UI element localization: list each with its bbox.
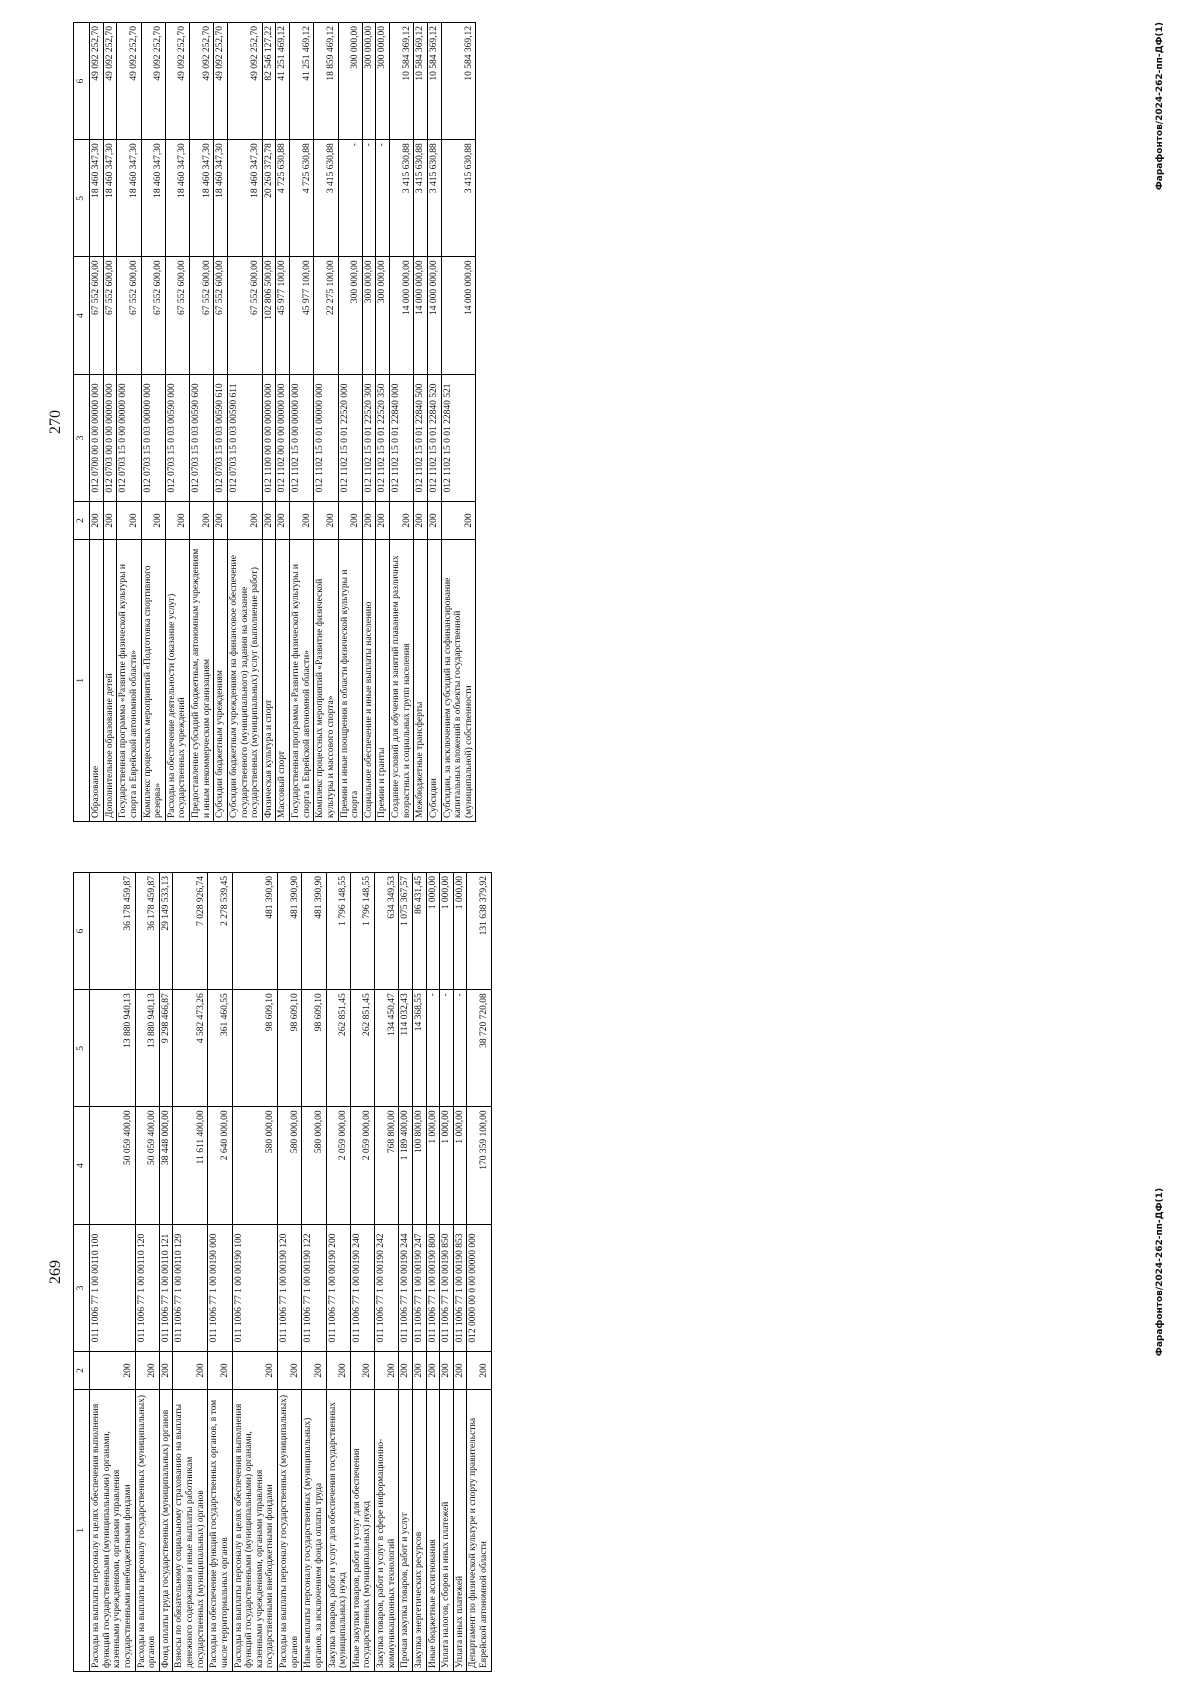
table-row xyxy=(362,23,376,822)
table-row xyxy=(350,873,374,1672)
ved-code-cell: 200 xyxy=(426,1352,440,1389)
table-row xyxy=(326,873,350,1672)
row-name-cell: Расходы на обеспечение деятельности (оказание услуг) государственных учреждений xyxy=(165,539,189,821)
row-name-cell: Расходы на выплаты персоналу государственных (муниципальных) органов xyxy=(278,1389,302,1671)
ved-code-cell: 200 xyxy=(412,1352,426,1389)
executed-amount-cell: 4 582 473,26 xyxy=(173,990,208,1107)
classification-code-cell: 012 0703 15 0 03 00590 611 xyxy=(227,374,262,502)
column-header: 1 xyxy=(74,1389,90,1671)
executed-amount-cell: 18 460 347,30 xyxy=(214,140,228,257)
classification-code-cell: 012 1102 15 0 01 22840 000 xyxy=(390,374,414,502)
executed-amount-cell: 262 851,45 xyxy=(350,990,374,1107)
executed-amount-cell: 13 880 940,13 xyxy=(90,990,136,1107)
remaining-amount-cell: 1 000,00 xyxy=(440,873,454,990)
classification-code-cell: 012 1102 15 0 01 22840 520 xyxy=(427,374,441,502)
executed-amount-cell: 18 460 347,30 xyxy=(103,140,117,257)
classification-code-cell: 011 1006 77 1 00 00190 200 xyxy=(326,1224,350,1352)
plan-amount-cell: 11 611 400,00 xyxy=(173,1107,208,1224)
header-row xyxy=(74,873,90,1672)
remaining-amount-cell: 49 092 252,70 xyxy=(165,23,189,140)
row-name-cell: Дополнительное образование детей xyxy=(103,539,117,821)
row-name-cell: Фонд оплаты труда государственных (муниципальных) органов xyxy=(159,1389,173,1671)
row-name-cell: Социальное обеспечение и иные выплаты населению xyxy=(362,539,376,821)
page-number: 270 xyxy=(47,410,64,434)
ved-code-cell: 200 xyxy=(326,1352,350,1389)
table-row xyxy=(173,873,208,1672)
ved-code-cell: 200 xyxy=(362,502,376,539)
plan-amount-cell: 45 977 100,00 xyxy=(290,257,314,374)
classification-code-cell: 012 0700 00 0 00 00000 000 xyxy=(90,374,104,502)
remaining-amount-cell: 2 278 539,45 xyxy=(208,873,232,990)
row-name-cell: Предоставление субсидий бюджетным, автономным учреждениям и иным некоммерческим организациям xyxy=(190,539,214,821)
plan-amount-cell: 102 806 500,00 xyxy=(262,257,276,374)
row-name-cell: Субсидии xyxy=(427,539,441,821)
plan-amount-cell: 45 977 100,00 xyxy=(276,257,290,374)
row-name-cell: Комплекс процессных мероприятий «Развитие физической культуры и массового спорта» xyxy=(314,539,338,821)
remaining-amount-cell: 49 092 252,70 xyxy=(141,23,165,140)
executed-amount-cell: 4 725 630,88 xyxy=(290,140,314,257)
executed-amount-cell: 9 298 466,87 xyxy=(159,990,173,1107)
classification-code-cell: 012 0703 15 0 03 00590 600 xyxy=(190,374,214,502)
remaining-amount-cell: 481 390,90 xyxy=(302,873,326,990)
ved-code-cell: 200 xyxy=(90,502,104,539)
table-row xyxy=(390,23,414,822)
row-name-cell: Комплекс процессных мероприятий «Подготовка спортивного резерва» xyxy=(141,539,165,821)
classification-code-cell: 012 0703 15 0 00 00000 000 xyxy=(117,374,141,502)
table-row xyxy=(227,23,262,822)
executed-amount-cell: 114 032,43 xyxy=(399,990,413,1107)
page-number: 269 xyxy=(47,1260,64,1284)
executed-amount-cell: 13 880 940,13 xyxy=(135,990,159,1107)
remaining-amount-cell: 634 349,53 xyxy=(375,873,399,990)
plan-amount-cell: 67 552 600,00 xyxy=(165,257,189,374)
remaining-amount-cell: 481 390,90 xyxy=(232,873,278,990)
classification-code-cell: 011 1006 77 1 00 00190 242 xyxy=(375,1224,399,1352)
executed-amount-cell: - xyxy=(376,140,390,257)
remaining-amount-cell: 10 584 369,12 xyxy=(414,23,428,140)
remaining-amount-cell: 10 584 369,12 xyxy=(427,23,441,140)
classification-code-cell: 012 1102 00 0 00 00000 000 xyxy=(276,374,290,502)
ved-code-cell: 200 xyxy=(390,502,414,539)
remaining-amount-cell: 36 178 459,87 xyxy=(90,873,136,990)
ved-code-cell: 200 xyxy=(278,1352,302,1389)
ved-code-cell: 200 xyxy=(338,502,362,539)
table-row xyxy=(165,23,189,822)
classification-code-cell: 012 0703 15 0 03 00590 610 xyxy=(214,374,228,502)
plan-amount-cell: 14 000 000,00 xyxy=(427,257,441,374)
table-row xyxy=(278,873,302,1672)
column-header: 1 xyxy=(74,539,90,821)
plan-amount-cell: 2 640 000,00 xyxy=(208,1107,232,1224)
executed-amount-cell: 18 460 347,30 xyxy=(165,140,189,257)
ved-code-cell: 200 xyxy=(190,502,214,539)
plan-amount-cell: 67 552 600,00 xyxy=(190,257,214,374)
row-name-cell: Межбюджетные трансферты xyxy=(414,539,428,821)
plan-amount-cell: 1 000,00 xyxy=(453,1107,467,1224)
remaining-amount-cell: 300 000,00 xyxy=(338,23,362,140)
row-name-cell: Государственная программа «Развитие физической культуры и спорта в Еврейской автономной области» xyxy=(290,539,314,821)
table-row xyxy=(262,23,276,822)
classification-code-cell: 011 1006 77 1 00 00110 129 xyxy=(173,1224,208,1352)
row-name-cell: Расходы на выплаты персоналу государственных (муниципальных) органов xyxy=(135,1389,159,1671)
remaining-amount-cell: 300 000,00 xyxy=(376,23,390,140)
plan-amount-cell: 1 000,00 xyxy=(440,1107,454,1224)
plan-amount-cell: 1 189 400,00 xyxy=(399,1107,413,1224)
remaining-amount-cell: 10 584 369,12 xyxy=(441,23,476,140)
ved-code-cell: 200 xyxy=(375,1352,399,1389)
column-header: 5 xyxy=(74,140,90,257)
remaining-amount-cell: 49 092 252,70 xyxy=(214,23,228,140)
remaining-amount-cell: 481 390,90 xyxy=(278,873,302,990)
executed-amount-cell: 3 415 630,88 xyxy=(314,140,338,257)
classification-code-cell: 012 0703 15 0 03 00590 000 xyxy=(165,374,189,502)
ved-code-cell: 200 xyxy=(467,1352,491,1389)
executed-amount-cell: 3 415 630,88 xyxy=(441,140,476,257)
plan-amount-cell: 67 552 600,00 xyxy=(214,257,228,374)
plan-amount-cell: 580 000,00 xyxy=(232,1107,278,1224)
classification-code-cell: 012 1102 15 0 00 00000 000 xyxy=(290,374,314,502)
table-row xyxy=(453,873,467,1672)
row-name-cell: Расходы на выплаты персоналу в целях обеспечения выполнения функций государственными (муниципальными) органами, казенными учреждениями, органами управления государственными внебюджетными фондами xyxy=(232,1389,278,1671)
classification-code-cell: 012 1100 00 0 00 00000 000 xyxy=(262,374,276,502)
executed-amount-cell: 18 460 347,30 xyxy=(117,140,141,257)
remaining-amount-cell: 49 092 252,70 xyxy=(103,23,117,140)
table-row xyxy=(141,23,165,822)
executed-amount-cell: 18 460 347,30 xyxy=(141,140,165,257)
remaining-amount-cell: 1 000,00 xyxy=(453,873,467,990)
ved-code-cell: 200 xyxy=(441,502,476,539)
plan-amount-cell: 14 000 000,00 xyxy=(414,257,428,374)
ved-code-cell: 200 xyxy=(399,1352,413,1389)
document-footer: Фарафонтов/2024-262-пп-ДФ(1) xyxy=(1155,22,1165,191)
executed-amount-cell: 98 609,10 xyxy=(278,990,302,1107)
remaining-amount-cell: 131 638 379,92 xyxy=(467,873,491,990)
ved-code-cell: 200 xyxy=(314,502,338,539)
plan-amount-cell: 300 000,00 xyxy=(338,257,362,374)
column-header: 4 xyxy=(74,257,90,374)
classification-code-cell: 012 1102 15 0 01 22840 521 xyxy=(441,374,476,502)
classification-code-cell: 011 1006 77 1 00 00190 240 xyxy=(350,1224,374,1352)
table-row xyxy=(135,873,159,1672)
column-header: 2 xyxy=(74,502,90,539)
plan-amount-cell: 67 552 600,00 xyxy=(141,257,165,374)
remaining-amount-cell: 300 000,00 xyxy=(362,23,376,140)
ved-code-cell: 200 xyxy=(117,502,141,539)
remaining-amount-cell: 1 796 148,55 xyxy=(350,873,374,990)
row-name-cell: Массовый спорт xyxy=(276,539,290,821)
header-row xyxy=(74,23,90,822)
column-header: 6 xyxy=(74,23,90,140)
table-row xyxy=(440,873,454,1672)
plan-amount-cell: 2 059 000,00 xyxy=(350,1107,374,1224)
row-name-cell: Образование xyxy=(90,539,104,821)
ved-code-cell: 200 xyxy=(414,502,428,539)
page-left xyxy=(25,872,1175,1672)
remaining-amount-cell: 7 028 926,74 xyxy=(173,873,208,990)
classification-code-cell: 012 1102 15 0 01 22520 350 xyxy=(376,374,390,502)
ved-code-cell: 200 xyxy=(376,502,390,539)
row-name-cell: Субсидии бюджетным учреждениям на финансовое обеспечение государственного (муниципального) задания на оказание государственных (муниципальных) услуг (выполнение работ) xyxy=(227,539,262,821)
classification-code-cell: 012 0000 00 0 00 00000 000 xyxy=(467,1224,491,1352)
table-row xyxy=(467,873,491,1672)
executed-amount-cell: 18 460 347,30 xyxy=(190,140,214,257)
plan-amount-cell: 67 552 600,00 xyxy=(103,257,117,374)
plan-amount-cell: 580 000,00 xyxy=(302,1107,326,1224)
table-row xyxy=(190,23,214,822)
plan-amount-cell: 67 552 600,00 xyxy=(90,257,104,374)
row-name-cell: Закупка товаров, работ и услуг для обеспечения государственных (муниципальных) нужд xyxy=(326,1389,350,1671)
classification-code-cell: 011 1006 77 1 00 00190 100 xyxy=(232,1224,278,1352)
table-row xyxy=(208,873,232,1672)
plan-amount-cell: 300 000,00 xyxy=(376,257,390,374)
plan-amount-cell: 2 059 000,00 xyxy=(326,1107,350,1224)
ved-code-cell: 200 xyxy=(90,1352,136,1389)
ved-code-cell: 200 xyxy=(173,1352,208,1389)
table-row xyxy=(314,23,338,822)
row-name-cell: Департамент по физической культуре и спорту правительства Еврейской автономной области xyxy=(467,1389,491,1671)
remaining-amount-cell: 18 859 469,12 xyxy=(314,23,338,140)
row-name-cell: Закупка товаров, работ и услуг в сфере информационно-коммуникационных технологий xyxy=(375,1389,399,1671)
executed-amount-cell: 14 368,55 xyxy=(412,990,426,1107)
plan-amount-cell: 1 000,00 xyxy=(426,1107,440,1224)
row-name-cell: Иные бюджетные ассигнования xyxy=(426,1389,440,1671)
ved-code-cell: 200 xyxy=(276,502,290,539)
table-row xyxy=(90,23,104,822)
remaining-amount-cell: 82 546 127,22 xyxy=(262,23,276,140)
executed-amount-cell: - xyxy=(453,990,467,1107)
remaining-amount-cell: 41 251 469,12 xyxy=(276,23,290,140)
executed-amount-cell: 4 725 630,88 xyxy=(276,140,290,257)
plan-amount-cell: 14 000 000,00 xyxy=(441,257,476,374)
executed-amount-cell: 134 450,47 xyxy=(375,990,399,1107)
classification-code-cell: 011 1006 77 1 00 00190 800 xyxy=(426,1224,440,1352)
ved-code-cell: 200 xyxy=(214,502,228,539)
row-name-cell: Прочая закупка товаров, работ и услуг xyxy=(399,1389,413,1671)
column-header: 5 xyxy=(74,990,90,1107)
classification-code-cell: 011 1006 77 1 00 00110 120 xyxy=(135,1224,159,1352)
classification-code-cell: 011 1006 77 1 00 00190 244 xyxy=(399,1224,413,1352)
remaining-amount-cell: 49 092 252,70 xyxy=(90,23,104,140)
classification-code-cell: 012 0703 00 0 00 00000 000 xyxy=(103,374,117,502)
ved-code-cell: 200 xyxy=(453,1352,467,1389)
classification-code-cell: 011 1006 77 1 00 00190 850 xyxy=(440,1224,454,1352)
plan-amount-cell: 50 059 400,00 xyxy=(135,1107,159,1224)
executed-amount-cell: - xyxy=(362,140,376,257)
row-name-cell: Иные выплаты персоналу государственных (муниципальных) органов, за исключением фонда оплаты труда xyxy=(302,1389,326,1671)
classification-code-cell: 011 1006 77 1 00 00110 100 xyxy=(90,1224,136,1352)
remaining-amount-cell: 10 584 369,12 xyxy=(390,23,414,140)
table-row xyxy=(90,873,136,1672)
ved-code-cell: 200 xyxy=(290,502,314,539)
remaining-amount-cell: 49 092 252,70 xyxy=(190,23,214,140)
plan-amount-cell: 100 800,00 xyxy=(412,1107,426,1224)
executed-amount-cell: 3 415 630,88 xyxy=(390,140,414,257)
table-row xyxy=(427,23,441,822)
remaining-amount-cell: 1 075 367,57 xyxy=(399,873,413,990)
executed-amount-cell: 18 460 347,30 xyxy=(90,140,104,257)
plan-amount-cell: 38 448 000,00 xyxy=(159,1107,173,1224)
table-row xyxy=(338,23,362,822)
table-body xyxy=(90,23,476,822)
ved-code-cell: 200 xyxy=(302,1352,326,1389)
row-name-cell: Создание условий для обучения и занятий плаванием различных возрастных и социальных групп населения xyxy=(390,539,414,821)
plan-amount-cell: 50 059 400,00 xyxy=(90,1107,136,1224)
table-row xyxy=(426,873,440,1672)
row-name-cell: Взносы по обязательному социальному страхованию на выплаты денежного содержания и иные выплаты работникам государственных (муниципальных) органов xyxy=(173,1389,208,1671)
table-row xyxy=(103,23,117,822)
ved-code-cell: 200 xyxy=(165,502,189,539)
classification-code-cell: 011 1006 77 1 00 00190 247 xyxy=(412,1224,426,1352)
classification-code-cell: 011 1006 77 1 00 00190 120 xyxy=(278,1224,302,1352)
table-row xyxy=(375,873,399,1672)
table-row xyxy=(414,23,428,822)
row-name-cell: Государственная программа «Развитие физической культуры и спорта в Еврейской автономной области» xyxy=(117,539,141,821)
ved-code-cell: 200 xyxy=(440,1352,454,1389)
budget-table xyxy=(73,22,476,822)
executed-amount-cell: 3 415 630,88 xyxy=(427,140,441,257)
ved-code-cell: 200 xyxy=(350,1352,374,1389)
table-row xyxy=(232,873,278,1672)
executed-amount-cell: 38 720 720,08 xyxy=(467,990,491,1107)
executed-amount-cell: 3 415 630,88 xyxy=(414,140,428,257)
plan-amount-cell: 300 000,00 xyxy=(362,257,376,374)
executed-amount-cell: 20 260 372,78 xyxy=(262,140,276,257)
table-row xyxy=(117,23,141,822)
row-name-cell: Уплата налогов, сборов и иных платежей xyxy=(440,1389,454,1671)
table-row xyxy=(412,873,426,1672)
remaining-amount-cell: 49 092 252,70 xyxy=(117,23,141,140)
row-name-cell: Физическая культура и спорт xyxy=(262,539,276,821)
table-row xyxy=(159,873,173,1672)
row-name-cell: Премии и иные поощрения в области физической культуры и спорта xyxy=(338,539,362,821)
executed-amount-cell: 98 609,10 xyxy=(232,990,278,1107)
row-name-cell: Расходы на обеспечение функций государственных органов, в том числе территориальных органов xyxy=(208,1389,232,1671)
executed-amount-cell: 18 460 347,30 xyxy=(227,140,262,257)
ved-code-cell: 200 xyxy=(262,502,276,539)
plan-amount-cell: 170 359 100,00 xyxy=(467,1107,491,1224)
executed-amount-cell: - xyxy=(440,990,454,1107)
classification-code-cell: 012 1102 15 0 01 22520 300 xyxy=(362,374,376,502)
remaining-amount-cell: 1 796 148,55 xyxy=(326,873,350,990)
plan-amount-cell: 22 275 100,00 xyxy=(314,257,338,374)
remaining-amount-cell: 41 251 469,12 xyxy=(290,23,314,140)
remaining-amount-cell: 86 431,45 xyxy=(412,873,426,990)
plan-amount-cell: 14 000 000,00 xyxy=(390,257,414,374)
table-row xyxy=(376,23,390,822)
classification-code-cell: 011 1006 77 1 00 00110 121 xyxy=(159,1224,173,1352)
executed-amount-cell: - xyxy=(426,990,440,1107)
classification-code-cell: 011 1006 77 1 00 00190 122 xyxy=(302,1224,326,1352)
ved-code-cell: 200 xyxy=(141,502,165,539)
column-header: 4 xyxy=(74,1107,90,1224)
plan-amount-cell: 768 800,00 xyxy=(375,1107,399,1224)
row-name-cell: Расходы на выплаты персоналу в целях обеспечения выполнения функций государственными (муниципальными) органами, казенными учреждениями, органами управления государственными внебюджетными фондами xyxy=(90,1389,136,1671)
plan-amount-cell: 67 552 600,00 xyxy=(117,257,141,374)
column-header: 3 xyxy=(74,374,90,502)
ved-code-cell: 200 xyxy=(208,1352,232,1389)
classification-code-cell: 012 1102 15 0 01 00000 000 xyxy=(314,374,338,502)
ved-code-cell: 200 xyxy=(427,502,441,539)
remaining-amount-cell: 1 000,00 xyxy=(426,873,440,990)
classification-code-cell: 011 1006 77 1 00 00190 853 xyxy=(453,1224,467,1352)
plan-amount-cell: 580 000,00 xyxy=(278,1107,302,1224)
plan-amount-cell: 67 552 600,00 xyxy=(227,257,262,374)
classification-code-cell: 012 1102 15 0 01 22840 500 xyxy=(414,374,428,502)
executed-amount-cell: 98 609,10 xyxy=(302,990,326,1107)
rotated-scan-sheet xyxy=(25,22,1175,1672)
classification-code-cell: 011 1006 77 1 00 00190 000 xyxy=(208,1224,232,1352)
ved-code-cell: 200 xyxy=(135,1352,159,1389)
executed-amount-cell: - xyxy=(338,140,362,257)
ved-code-cell: 200 xyxy=(159,1352,173,1389)
table-row xyxy=(441,23,476,822)
row-name-cell: Уплата иных платежей xyxy=(453,1389,467,1671)
column-header: 3 xyxy=(74,1224,90,1352)
executed-amount-cell: 262 851,45 xyxy=(326,990,350,1107)
table-row xyxy=(276,23,290,822)
table-row xyxy=(214,23,228,822)
row-name-cell: Закупка энергетических ресурсов xyxy=(412,1389,426,1671)
remaining-amount-cell: 36 178 459,87 xyxy=(135,873,159,990)
column-header: 6 xyxy=(74,873,90,990)
row-name-cell: Субсидии, за исключением субсидий на софинансирование капитальных вложений в объекты государственной (муниципальной) собственности xyxy=(441,539,476,821)
page-right xyxy=(25,22,1175,822)
classification-code-cell: 012 0703 15 0 03 00000 000 xyxy=(141,374,165,502)
remaining-amount-cell: 29 149 533,13 xyxy=(159,873,173,990)
ved-code-cell: 200 xyxy=(103,502,117,539)
table-row xyxy=(399,873,413,1672)
table-row xyxy=(302,873,326,1672)
row-name-cell: Иные закупки товаров, работ и услуг для обеспечения государственных (муниципальных) нужд xyxy=(350,1389,374,1671)
table-body xyxy=(90,873,492,1672)
executed-amount-cell: 361 460,55 xyxy=(208,990,232,1107)
ved-code-cell: 200 xyxy=(227,502,262,539)
table-row xyxy=(290,23,314,822)
row-name-cell: Субсидии бюджетным учреждениям xyxy=(214,539,228,821)
remaining-amount-cell: 49 092 252,70 xyxy=(227,23,262,140)
row-name-cell: Премии и гранты xyxy=(376,539,390,821)
budget-table xyxy=(73,872,492,1672)
ved-code-cell: 200 xyxy=(232,1352,278,1389)
document-footer: Фарафонтов/2024-262-пп-ДФ(1) xyxy=(1155,1187,1165,1357)
column-header: 2 xyxy=(74,1352,90,1389)
classification-code-cell: 012 1102 15 0 01 22520 000 xyxy=(338,374,362,502)
